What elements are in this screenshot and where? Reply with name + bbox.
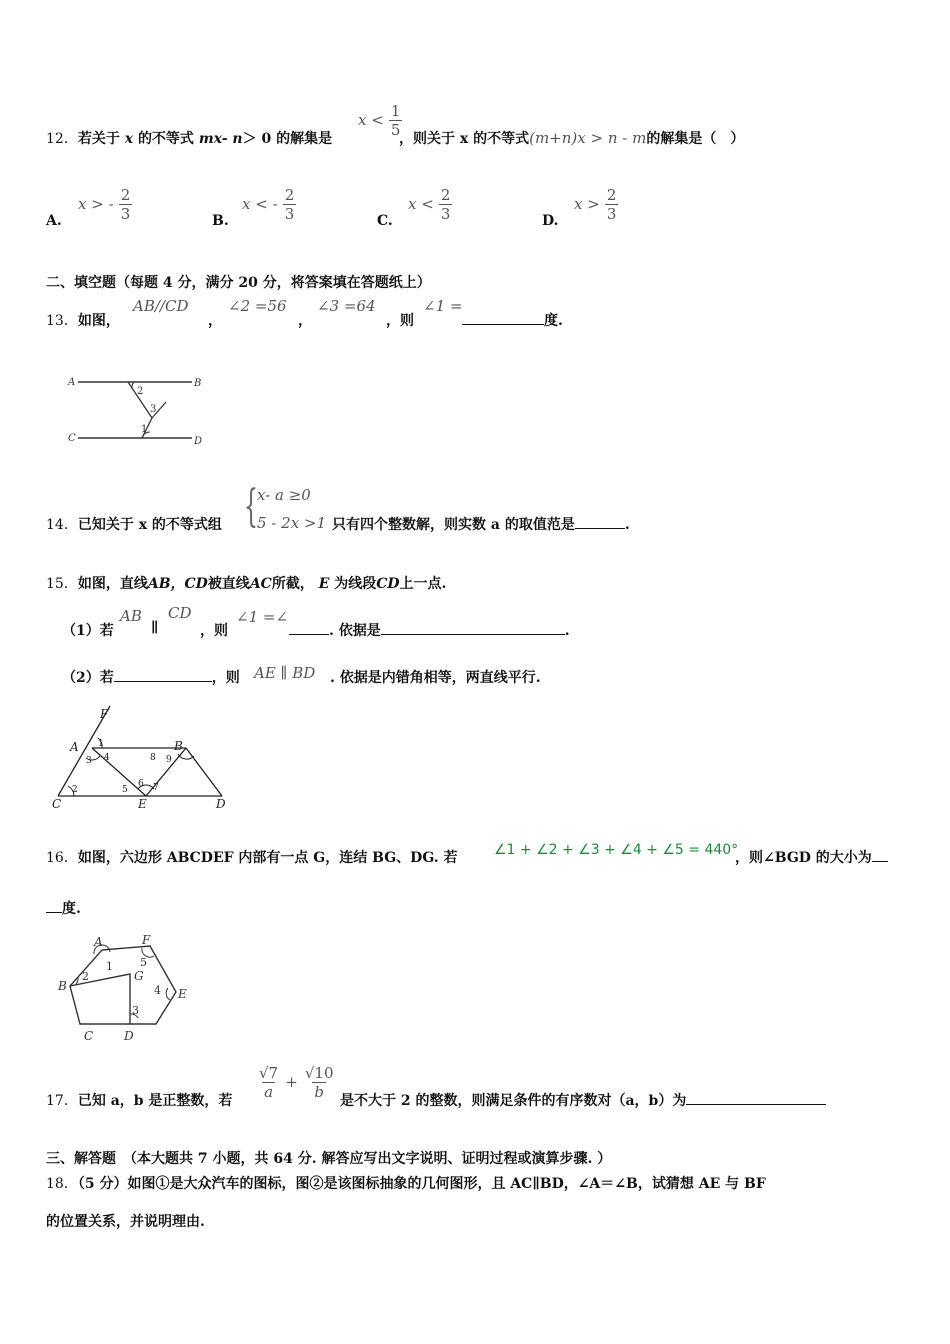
q14-stem-2: 只有四个整数解，则实数 a 的取值范是 . <box>332 517 630 533</box>
q13-parallel-expression: AB//CD <box>133 297 189 315</box>
label-f: F <box>100 707 109 721</box>
q17-stem-2: 是不大于 2 的整数，则满足条件的有序数对（a，b）为 <box>340 1090 826 1110</box>
svg-text:5: 5 <box>122 785 128 795</box>
answer-blank[interactable] <box>462 312 544 325</box>
answer-blank[interactable] <box>114 669 212 682</box>
q15-angle-expression: ∠1 =∠ <box>236 608 289 626</box>
label-angle-2: 2 <box>137 386 144 397</box>
label-b: B <box>174 739 183 753</box>
label-b: B <box>194 378 202 389</box>
q14-inequality-1: x- a ≥0 <box>257 486 311 504</box>
q16-stem-3: 度. <box>46 898 81 918</box>
answer-blank-cont[interactable] <box>46 900 62 913</box>
q18-line-2: 的位置关系，并说明理由. <box>46 1214 205 1230</box>
option-c-expression: x < $\frac{2}{3}$ <box>408 186 451 223</box>
section-2-heading: 二、填空题（每题 4 分，满分 20 分，将答案填在答题纸上） <box>46 275 431 291</box>
label-d: D <box>216 797 226 811</box>
answer-blank[interactable] <box>575 516 625 529</box>
q13-angle3-expression: ∠3 =64 <box>317 297 376 315</box>
svg-text:7: 7 <box>153 783 159 793</box>
answer-blank[interactable] <box>289 622 329 635</box>
answer-blank[interactable] <box>872 849 888 862</box>
label-a: A <box>70 740 79 754</box>
segments-bg-dg <box>70 974 130 1024</box>
option-a-expression: x > - $\frac{2}{3}$ <box>78 186 131 223</box>
option-c-label: C. <box>377 213 393 229</box>
option-b-expression: x < - $\frac{2}{3}$ <box>242 186 295 223</box>
label-g: G <box>134 969 144 983</box>
svg-text:3: 3 <box>132 1004 139 1017</box>
label-f: F <box>142 934 151 947</box>
q15-part2: （2）若 ，则 <box>62 670 240 686</box>
q16-figure <box>54 934 190 1046</box>
label-a: A <box>94 935 103 949</box>
q16-angle-sum-expression: ∠1 + ∠2 + ∠3 + ∠4 + ∠5 = 440° <box>494 842 739 858</box>
q15-stem: 15．如图，直线AB，CD被直线AC所截， E 为线段CD上一点. <box>46 576 447 592</box>
label-a: A <box>68 377 76 388</box>
label-e: E <box>138 797 147 811</box>
q17-stem: 17．已知 a，b 是正整数，若 <box>46 1093 233 1109</box>
question-number: 12． <box>46 131 78 147</box>
q15-cd: CD <box>168 604 192 622</box>
label-c: C <box>68 433 76 444</box>
q17-expression: $\frac{√7}{a}$ + $\frac{√10}{b}$ <box>259 1064 334 1101</box>
q16-stem: 16．如图，六边形 ABCDEF 内部有一点 G，连结 BG、DG. 若 <box>46 850 458 866</box>
q12-solution-expression: x < $\frac{1}{5}$ <box>358 102 401 139</box>
label-angle-3: 3 <box>150 404 157 415</box>
section-3-heading: 三、解答题 （本大题共 7 小题，共 64 分. 解答应写出文字说明、证明过程或演算步骤. ） <box>46 1151 612 1167</box>
q14-stem: 14．已知关于 x 的不等式组 <box>46 517 222 533</box>
label-b: B <box>58 979 67 993</box>
q14-inequality-2: 5 - 2x >1 <box>257 514 327 532</box>
q15-ae-bd: AE ∥ BD <box>254 664 316 682</box>
q12-stem-2: ，则关于 x 的不等式(m+n)x > n - m的解集是（ ） <box>399 129 745 147</box>
option-d-expression: x > $\frac{2}{3}$ <box>574 186 617 223</box>
svg-text:4: 4 <box>154 984 161 997</box>
option-a-label: A. <box>46 213 62 229</box>
svg-text:1: 1 <box>106 960 113 973</box>
svg-text:1: 1 <box>98 739 104 749</box>
q13-figure <box>64 370 214 450</box>
q15-part1-answer: . 依据是 . <box>289 620 570 640</box>
q13-angle2-expression: ∠2 =56 <box>228 297 287 315</box>
label-d: D <box>194 436 203 447</box>
svg-text:9: 9 <box>166 755 172 765</box>
q13-angle1-expression: ∠1 = <box>423 297 463 315</box>
svg-text:6: 6 <box>138 779 144 789</box>
svg-text:2: 2 <box>82 970 89 983</box>
answer-blank[interactable] <box>381 622 565 635</box>
svg-text:3: 3 <box>86 756 92 766</box>
option-d-label: D. <box>542 213 559 229</box>
svg-text:4: 4 <box>104 753 110 763</box>
q13-stem: 13．如图， <box>46 313 120 329</box>
q16-stem-2: ，则∠BGD 的大小为 <box>735 847 888 867</box>
answer-blank[interactable] <box>686 1092 826 1105</box>
option-b-label: B. <box>212 213 229 229</box>
label-angle-1: 1 <box>141 424 148 435</box>
label-c: C <box>52 797 62 811</box>
system-brace: { <box>244 481 258 532</box>
fraction: $\frac{1}{5}$ <box>390 102 401 139</box>
q15-ab: AB <box>120 607 142 625</box>
q13-answer-line: 度. <box>462 310 563 330</box>
q18-line-1: 18．（5 分）如图①是大众汽车的图标，图②是该图标抽象的几何图形，且 AC∥BD，∠A＝∠B，试猜想 AE 与 BF <box>46 1176 766 1192</box>
svg-text:5: 5 <box>140 956 147 969</box>
svg-text:2: 2 <box>72 785 78 795</box>
label-c: C <box>84 1029 94 1043</box>
q12-stem: 12．若关于 x 的不等式 mx- n＞ 0 的解集是 <box>46 131 333 147</box>
line-bd <box>186 748 222 796</box>
svg-text:8: 8 <box>150 753 156 763</box>
label-e: E <box>178 987 187 1001</box>
label-d: D <box>124 1029 134 1043</box>
q15-figure <box>46 700 236 812</box>
